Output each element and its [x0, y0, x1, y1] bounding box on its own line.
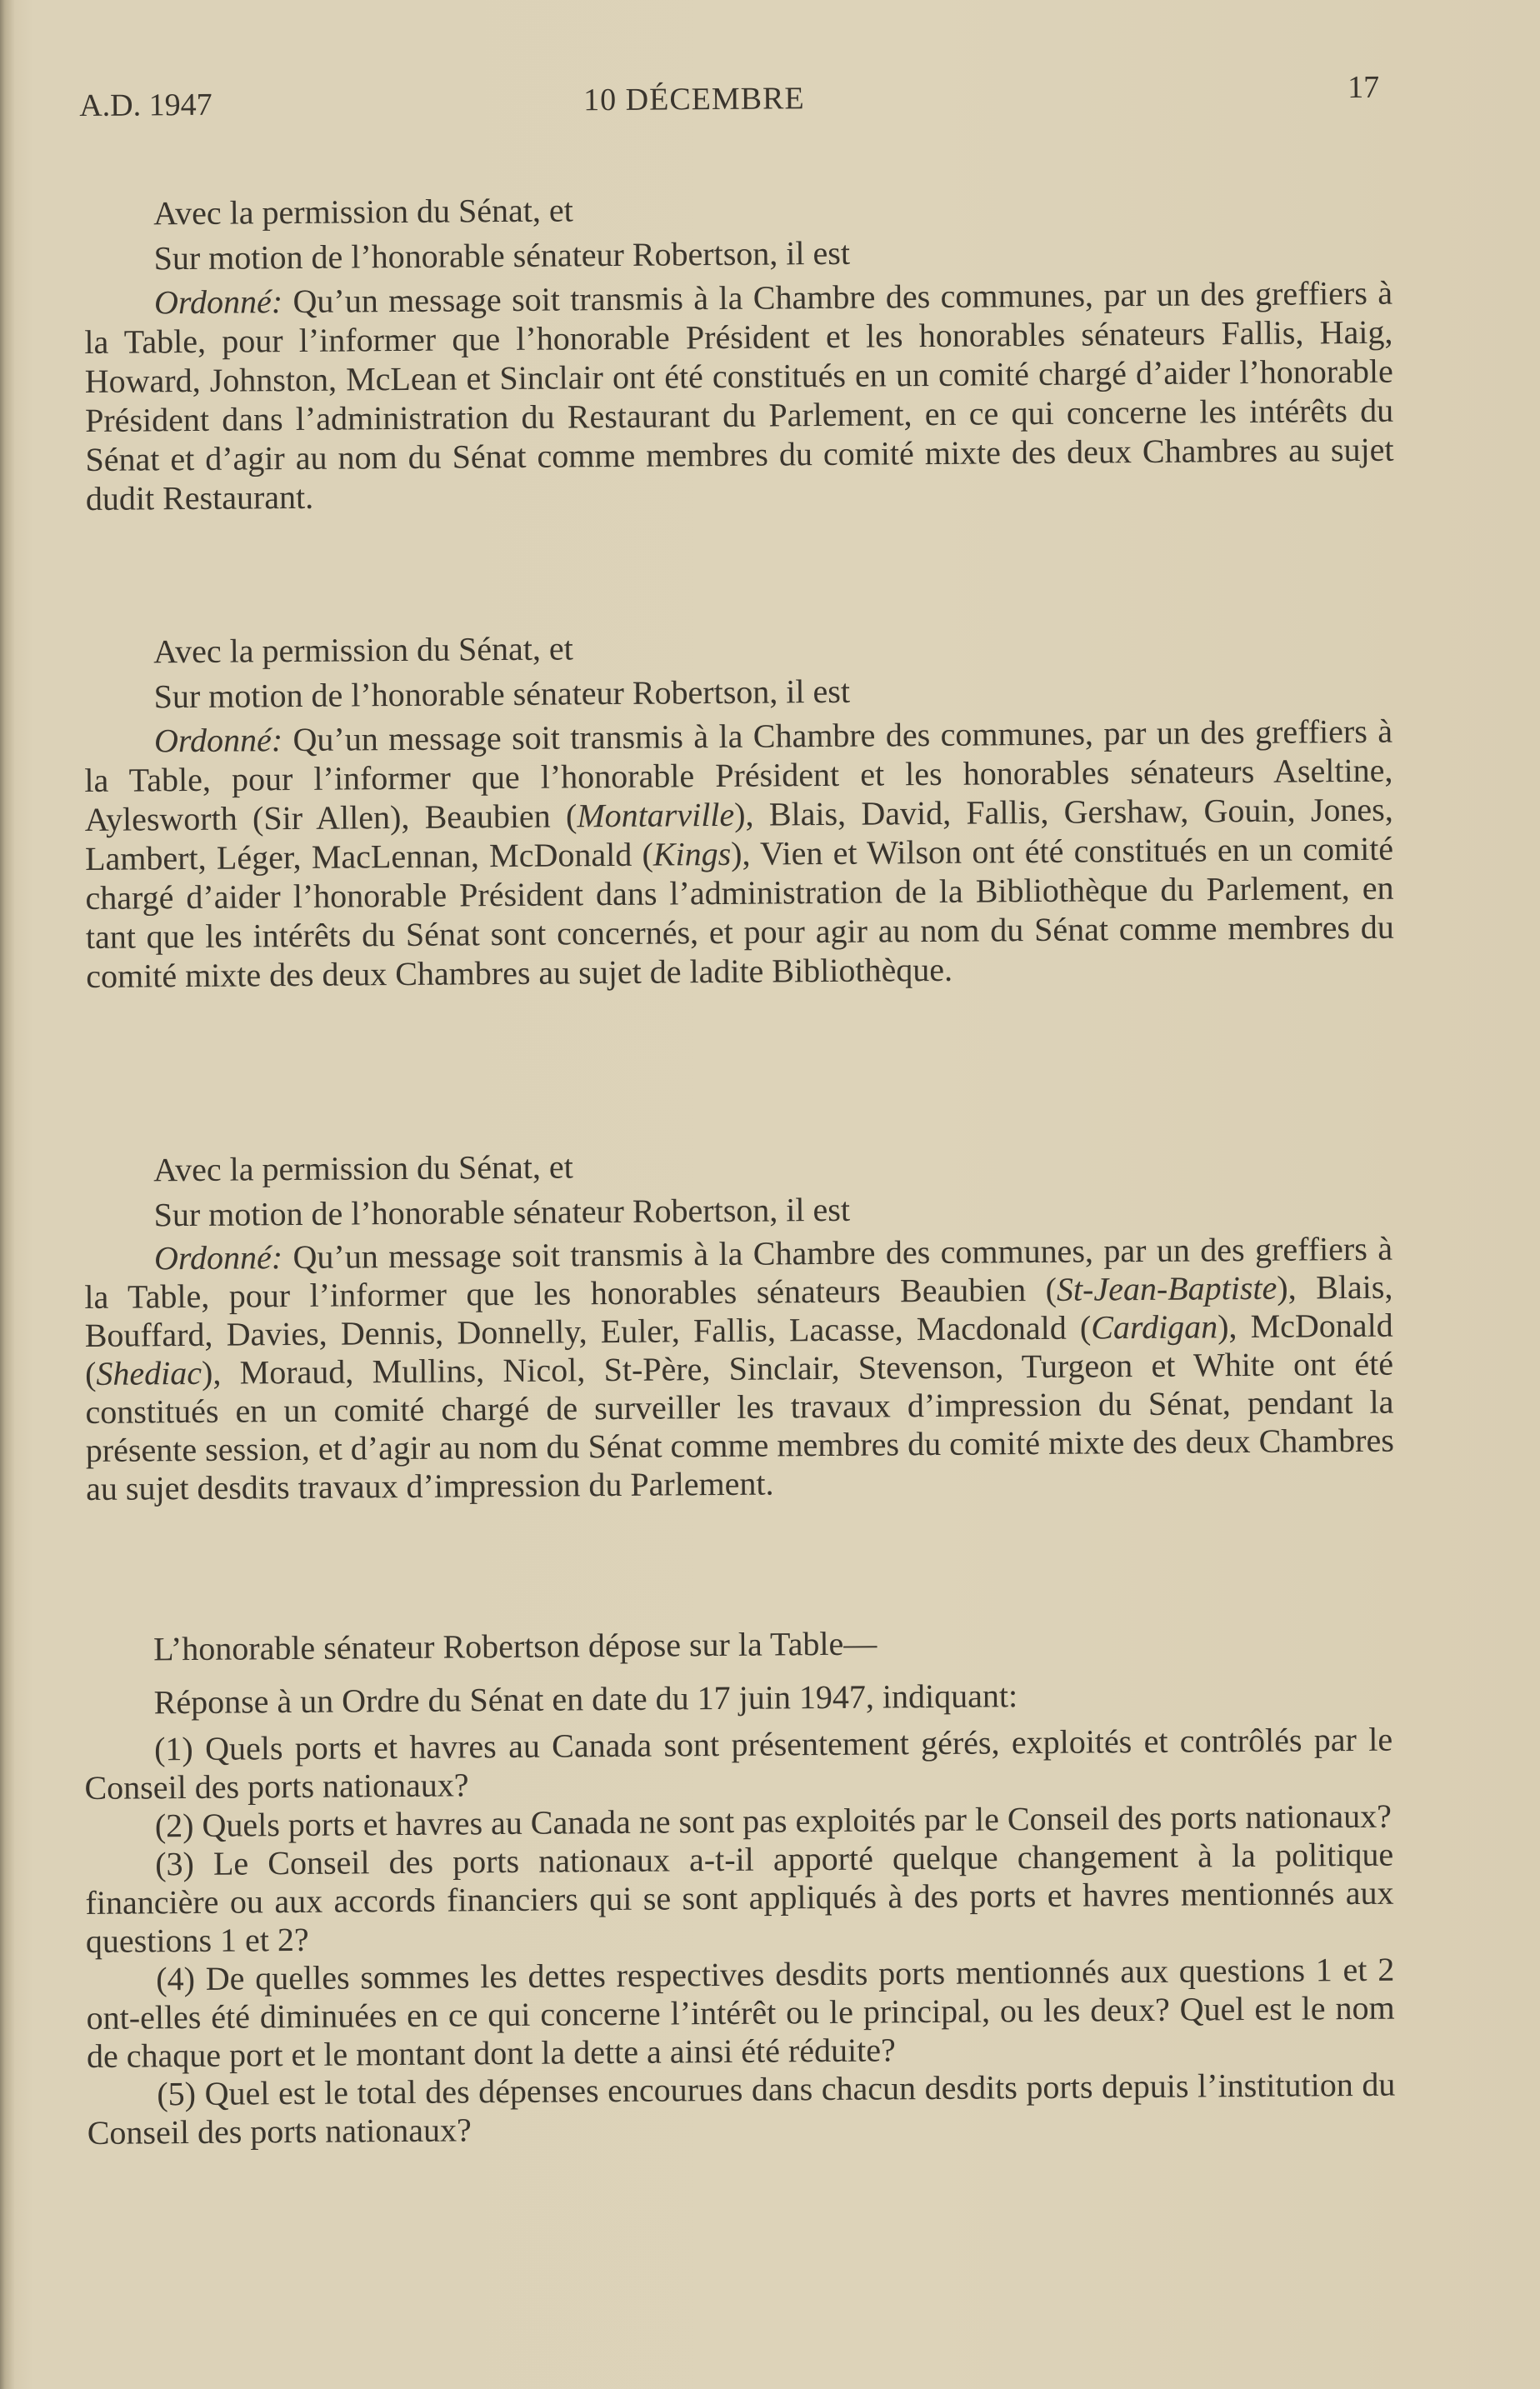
order-paragraph: Ordonné: Qu’un message soit transmis à la Chambre des communes, par un des greffiers à la Table, pour l’informer que l’honorable Président et les honorables sénateurs Aseltine, Aylesworth (Sir Allen), Beaubien (Montarville), Blais, David, Fallis, Gershaw, Gouin, Jones, Lambert, Léger, MacLennan, McDonald (Kings), Vien et Wilson ont été constitués en un comité chargé d’aider l’honorable Président dans l’administration de la Bibliothèque du Parlement, en tant que les intérêts du Sénat sont concernés, et pour agir au nom du Sénat comme membres du comité mixte des deux Chambres au sujet de ladite Bibliothèque.: [84, 712, 1395, 995]
section-bibliotheque: [83, 622, 1394, 996]
ordonne-label: Ordonné:: [153, 721, 283, 760]
permission-line: Avec la permission du Sénat, et: [153, 191, 573, 232]
question-4: (4) De quelles sommes les dettes respectives desdits ports mentionnés aux questions 1 et 2 ont-elles été diminuées en ce qui concerne l’intérêt ou le principal, ou les deux? Quel est le nom de chaque port et le montant dont la dette a ainsi été réduite?: [86, 1950, 1395, 2075]
page-header: [79, 69, 1379, 129]
motion-line: Sur motion de l’honorable sénateur Robertson, il est: [153, 1190, 851, 1234]
permission-line: Avec la permission du Sénat, et: [153, 1147, 573, 1189]
ordonne-label: Ordonné:: [153, 1238, 283, 1277]
order-paragraph: Ordonné: Qu’un message soit transmis à la Chambre des communes, par un des greffiers à la Table, pour l’informer que les honorables sénateurs Beaubien (St-Jean-Baptiste), Blais, Bouffard, Davies, Dennis, Donnelly, Euler, Fallis, Lacasse, Macdonald (Cardigan), McDonald (Shediac), Moraud, Mullins, Nicol, St-Père, Sinclair, Stevenson, Turgeon et White ont été constitués en un comité chargé de surveiller les travaux d’impression du Sénat, pendant la présente session, et d’agir au nom du Sénat comme membres du comité mixte des deux Chambres au sujet desdits travaux d’impression du Parlement.: [84, 1229, 1394, 1507]
question-5: (5) Quel est le total des dépenses encourues dans chacun desdits ports depuis l’institution du Conseil des ports nationaux?: [87, 2065, 1396, 2152]
question-3: (3) Le Conseil des ports nationaux a-t-il apporté quelque changement à la politique financière ou aux accords financiers qui se sont appliqués à des ports et havres mentionnés aux questions 1 et 2?: [85, 1835, 1394, 1960]
section-reponse: [83, 1619, 1396, 2152]
order-paragraph: [84, 273, 1394, 518]
header-date: 10 DÉCEMBRE: [583, 81, 805, 118]
deposit-line: L’honorable sénateur Robertson dépose sur la Table—: [153, 1624, 878, 1668]
question-2: (2) Quels ports et havres au Canada ne sont pas exploités par le Conseil des ports nationaux?: [154, 1797, 1392, 1845]
section-restaurant: [83, 183, 1394, 518]
motion-line: Sur motion de l’honorable sénateur Robertson, il est: [153, 672, 851, 716]
ordonne-label: Ordonné:: [153, 282, 283, 322]
page-number: 17: [1347, 69, 1380, 106]
header-year: A.D. 1947: [79, 87, 212, 123]
permission-line: Avec la permission du Sénat, et: [153, 629, 573, 671]
order-text: Qu’un message soit transmis à la Chambre des communes, par un des greffiers à la Table, pour l’informer que l’honorable Président et les honorables sénateurs Fallis, Haig, Howard, Johnston, McLean et Sinclair ont été constitués en un comité chargé d’aider l’honorable Président dans l’administration du Restaurant du Parlement, en ce qui concerne les intérêts du Sénat et d’agir au nom du Sénat comme membres du comité mixte des deux Chambres au sujet dudit Restaurant.: [84, 273, 1394, 517]
question-1: (1) Quels ports et havres au Canada sont présentement gérés, exploités et contrôlés par le Conseil des ports nationaux?: [84, 1720, 1393, 1807]
motion-line: Sur motion de l’honorable sénateur Robertson, il est: [153, 233, 851, 277]
response-line: Réponse à un Ordre du Sénat en date du 17 juin 1947, indiquant:: [153, 1677, 1018, 1722]
section-impression: [83, 1140, 1394, 1508]
